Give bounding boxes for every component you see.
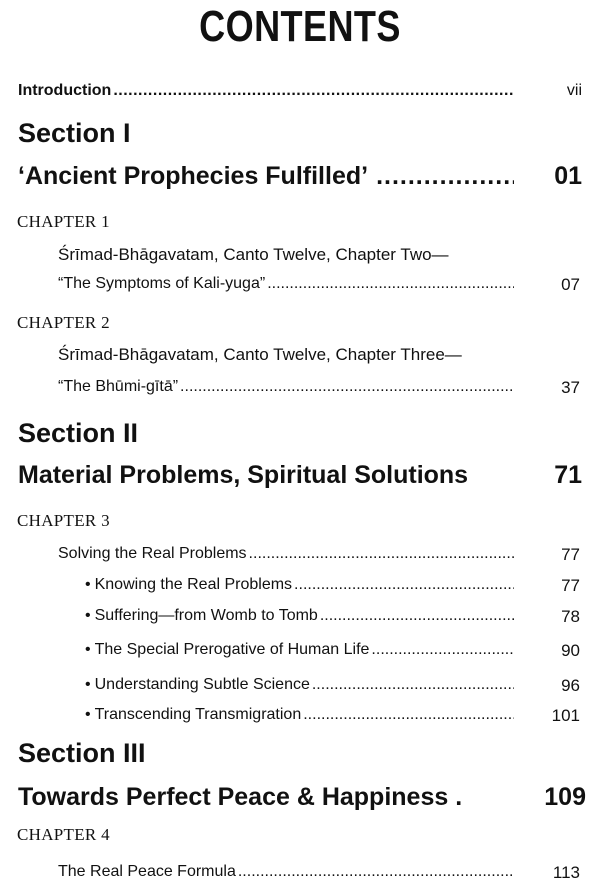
subentry-text: Transcending Transmigration (94, 706, 302, 723)
chapter-title-line: “The Symptoms of Kali-yuga” (58, 275, 266, 292)
page-number: 01 (554, 162, 582, 190)
subentry-text: Understanding Subtle Science (94, 676, 310, 693)
chapter-label: CHAPTER 2 (17, 313, 110, 332)
page-number: 96 (561, 676, 580, 695)
section-label: Section I (18, 118, 131, 148)
subentry-text: The Special Prerogative of Human Life (94, 641, 370, 658)
dot-leader (238, 863, 514, 881)
chapter-heading-entry (58, 863, 580, 882)
chapter-title-entry (58, 275, 580, 294)
page-title: CONTENTS (199, 2, 401, 51)
toc-subentry (85, 576, 580, 595)
page-number: 78 (561, 607, 580, 626)
section-title-entry (18, 162, 582, 191)
section-title: Material Problems, Spiritual Solutions (18, 461, 469, 489)
section-title: ‘Ancient Prophecies Fulfilled’ (18, 162, 369, 190)
page-number: 71 (554, 461, 582, 489)
dot-leader (249, 545, 514, 563)
toc-subentry (85, 706, 580, 725)
bullet-icon: • (85, 676, 91, 693)
chapter-label: CHAPTER 1 (17, 212, 110, 231)
dot-leader (267, 275, 514, 293)
page-number: vii (566, 82, 582, 99)
page-number: 101 (551, 706, 580, 725)
toc-subentry (85, 641, 580, 660)
dot-leader (113, 82, 514, 100)
chapter-label: CHAPTER 4 (17, 825, 110, 844)
section-title: Towards Perfect Peace & Happiness . (18, 783, 463, 811)
bullet-icon: • (85, 607, 91, 624)
bullet-icon: • (85, 641, 91, 658)
section-label: Section III (18, 738, 146, 768)
chapter-heading: The Real Peace Formula (58, 863, 236, 880)
dot-leader (371, 641, 514, 659)
toc-entry-introduction (18, 82, 582, 100)
toc-subentry (85, 676, 580, 695)
dot-leader (312, 676, 514, 694)
chapter-title-entry (58, 378, 580, 397)
dot-leader (320, 607, 514, 625)
dot-leader (303, 706, 514, 724)
subentry-text: Knowing the Real Problems (94, 576, 293, 593)
bullet-icon: • (85, 576, 91, 593)
chapter-title-line: “The Bhūmi-gītā” (58, 378, 179, 395)
section-title-entry (18, 461, 582, 490)
section-label: Section II (18, 418, 139, 448)
chapter-title-line: Śrīmad-Bhāgavatam, Canto Twelve, Chapter Three— (58, 345, 462, 364)
chapter-heading-entry (58, 545, 580, 564)
chapter-label: CHAPTER 3 (17, 511, 110, 530)
subentry-text: Suffering—from Womb to Tomb (94, 607, 318, 624)
page-number: 109 (544, 783, 586, 811)
page-number: 77 (561, 576, 580, 595)
page-number: 113 (552, 863, 580, 882)
section-title-entry (18, 783, 586, 812)
dot-leader (180, 378, 514, 396)
page-number: 07 (561, 275, 580, 294)
toc-entry-label: Introduction (18, 82, 112, 99)
bullet-icon: • (85, 706, 91, 723)
chapter-heading: Solving the Real Problems (58, 545, 247, 562)
dot-leader (294, 576, 514, 594)
page-number: 90 (561, 641, 580, 660)
toc-subentry (85, 607, 580, 626)
page-number: 37 (561, 378, 580, 397)
page-number: 77 (561, 545, 580, 564)
chapter-title-line: Śrīmad-Bhāgavatam, Canto Twelve, Chapter Two— (58, 245, 449, 264)
dot-leader (376, 162, 514, 191)
